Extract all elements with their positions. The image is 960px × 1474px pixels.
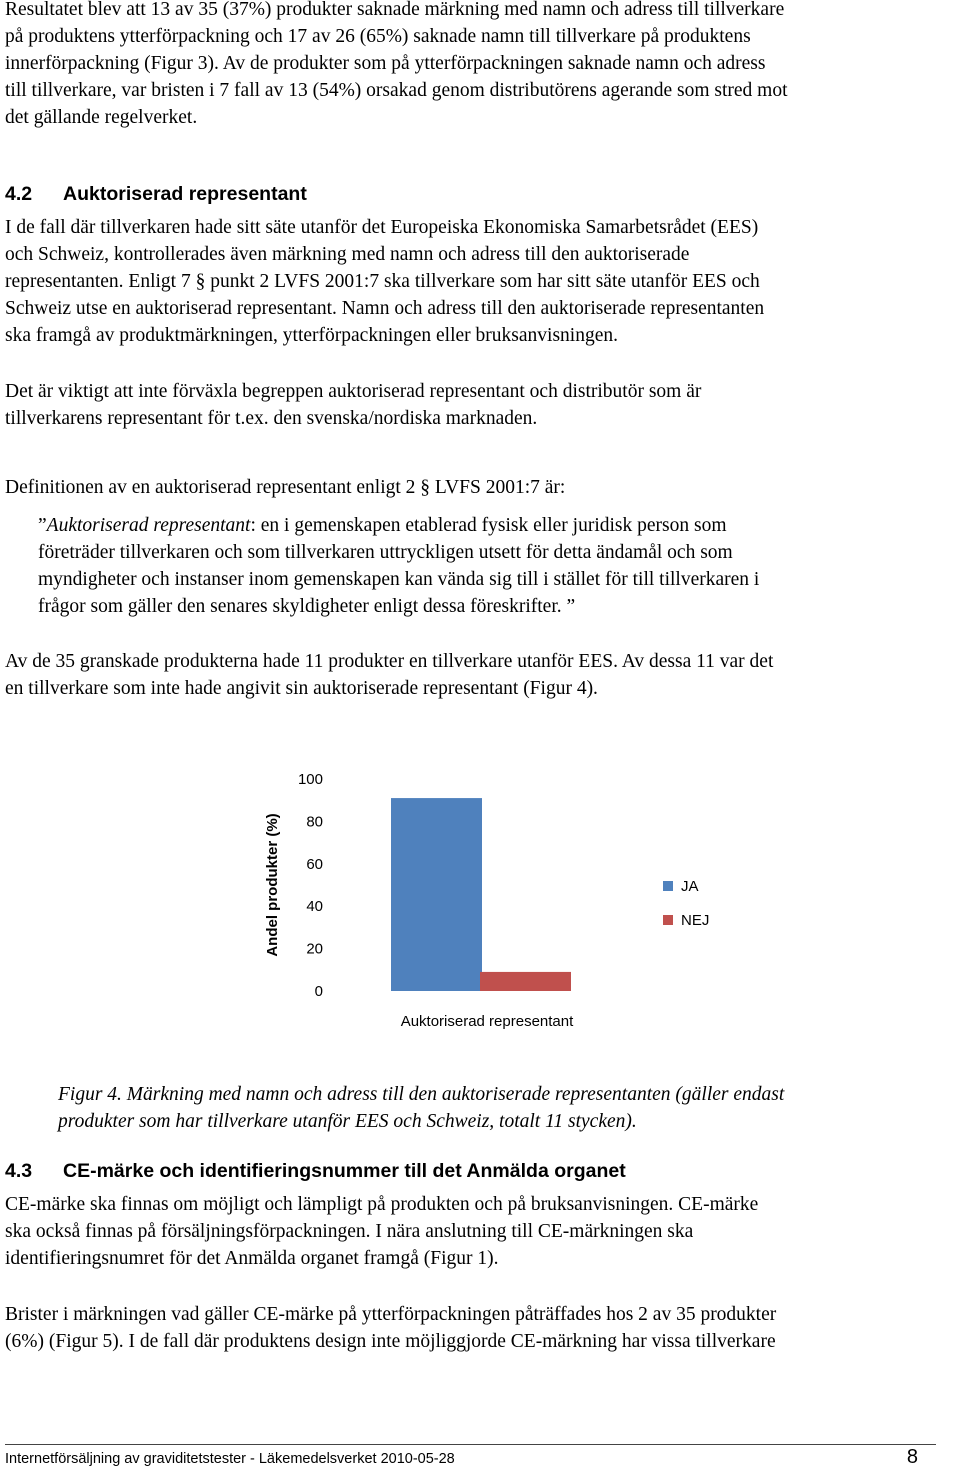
legend-label-ja: JA — [681, 878, 699, 895]
section-number: 4.2 — [5, 183, 33, 205]
text-line: ska framgå av produktmärkningen, ytterförpackningen eller bruksanvisningen. — [5, 325, 618, 346]
quote-line: frågor som gäller den senares skyldigheter enligt dessa föreskrifter. ” — [38, 596, 576, 617]
caption-line: Figur 4. Märkning med namn och adress till den auktoriserade representanten (gäller endast — [58, 1084, 785, 1105]
section-4-3-paragraph-2 — [5, 1301, 955, 1355]
quote-line: företräder tillverkaren och som tillverkaren uttryckligen utsett för detta ändamål och som — [38, 542, 733, 563]
footer-rule — [5, 1444, 936, 1445]
y-tick-label: 80 — [306, 813, 323, 831]
text-line: Av de 35 granskade produkterna hade 11 produkter en tillverkare utanför EES. Av dessa 11 var det — [5, 651, 774, 672]
legend — [663, 878, 709, 929]
legend-swatch-nej — [663, 915, 673, 925]
text-line: (6%) (Figur 5). I de fall där produktens design inte möjliggjorde CE-märkning har vissa tillverkare — [5, 1331, 776, 1352]
text-line: identifieringsnumret för det Anmälda organet framgå (Figur 1). — [5, 1248, 499, 1269]
y-tick-label: 0 — [314, 983, 323, 1000]
quote-line: myndigheter och instanser inom gemenskapen kan vända sig till i stället för till tillverkaren i — [38, 569, 760, 590]
definition-intro — [5, 474, 955, 501]
intro-paragraph — [5, 0, 955, 131]
text-line: I de fall där tillverkaren hade sitt säte utanför det Europeiska Ekonomiska Samarbetsrådet (EES) — [5, 217, 759, 238]
text-line: på produktens ytterförpackning och 17 av 26 (65%) saknade namn till tillverkare på produktens — [5, 26, 751, 47]
page-number: 8 — [906, 1446, 918, 1468]
text-line: Definitionen av en auktoriserad representant enligt 2 § LVFS 2001:7 är: — [5, 477, 566, 498]
text-line: representanten. Enligt 7 § punkt 2 LVFS 2001:7 ska tillverkare som har sitt säte utanför EES och — [5, 271, 760, 292]
y-tick-label: 20 — [306, 940, 323, 958]
y-ticks — [298, 771, 323, 1000]
y-axis-label: Andel produkter (%) — [264, 813, 281, 957]
text-line: Resultatet blev att 13 av 35 (37%) produkter saknade märkning med namn och adress till tillverkare — [5, 0, 785, 20]
section-title: Auktoriserad representant — [63, 183, 307, 205]
text-line: till tillverkare, var bristen i 7 fall av 13 (54%) orsakad genom distributörens agerande som stred mot — [5, 80, 788, 101]
text-line: innerförpackning (Figur 3). Av de produkter som på ytterförpackningen saknade namn och adress — [5, 53, 766, 74]
text-line: Brister i märkningen vad gäller CE-märke på ytterförpackningen påträffades hos 2 av 35 produkter — [5, 1304, 777, 1325]
bar-nej — [480, 972, 571, 991]
text-line: en tillverkare som inte hade angivit sin auktoriserade representant (Figur 4). — [5, 678, 598, 699]
quote-open-mark: ” — [38, 515, 47, 536]
section-4-2-paragraph-3 — [5, 648, 955, 702]
y-tick-label: 60 — [306, 855, 323, 873]
section-4-2-paragraph-2 — [5, 378, 955, 432]
definition-quote — [38, 512, 938, 620]
section-4-2-paragraph-1 — [5, 214, 955, 349]
bars — [391, 798, 571, 991]
section-4-3-paragraph-1 — [5, 1191, 955, 1272]
quote-term: Auktoriserad representant — [46, 515, 251, 536]
text-line: Schweiz utse en auktoriserad representant. Namn och adress till den auktoriserade representanten — [5, 298, 765, 319]
y-tick-label: 40 — [306, 898, 323, 916]
section-heading-4-3 — [5, 1158, 955, 1184]
section-number: 4.3 — [5, 1160, 33, 1182]
text-line: och Schweiz, kontrollerades även märkning med namn och adress till den auktoriserade — [5, 244, 690, 265]
figure-caption — [58, 1081, 948, 1135]
text-line: ska också finnas på försäljningsförpackningen. I nära anslutning till CE-märkningen ska — [5, 1221, 694, 1242]
legend-swatch-ja — [663, 881, 673, 891]
text-line: tillverkarens representant för t.ex. den svenska/nordiska marknaden. — [5, 408, 538, 429]
quote-line-rest: : en i gemenskapen etablerad fysisk eller juridisk person som — [250, 515, 727, 536]
quote-line — [38, 512, 938, 539]
bar-chart — [0, 755, 960, 1055]
text-line: CE-märke ska finnas om möjligt och lämpligt på produkten och på bruksanvisningen. CE-märke — [5, 1194, 759, 1215]
section-title: CE-märke och identifieringsnummer till det Anmälda organet — [63, 1160, 626, 1182]
section-heading-4-2 — [5, 181, 955, 207]
legend-label-nej: NEJ — [681, 912, 710, 929]
bar-ja — [391, 798, 482, 991]
footer-title: Internetförsäljning av graviditetstester - Läkemedelsverket 2010-05-28 — [5, 1451, 455, 1467]
text-line: Det är viktigt att inte förväxla begreppen auktoriserad representant och distributör som är — [5, 381, 702, 402]
y-tick-label: 100 — [297, 771, 323, 788]
caption-line: produkter som har tillverkare utanför EES och Schweiz, totalt 11 stycken). — [58, 1111, 637, 1132]
x-axis-label: Auktoriserad representant — [400, 1013, 574, 1030]
text-line: det gällande regelverket. — [5, 107, 198, 128]
